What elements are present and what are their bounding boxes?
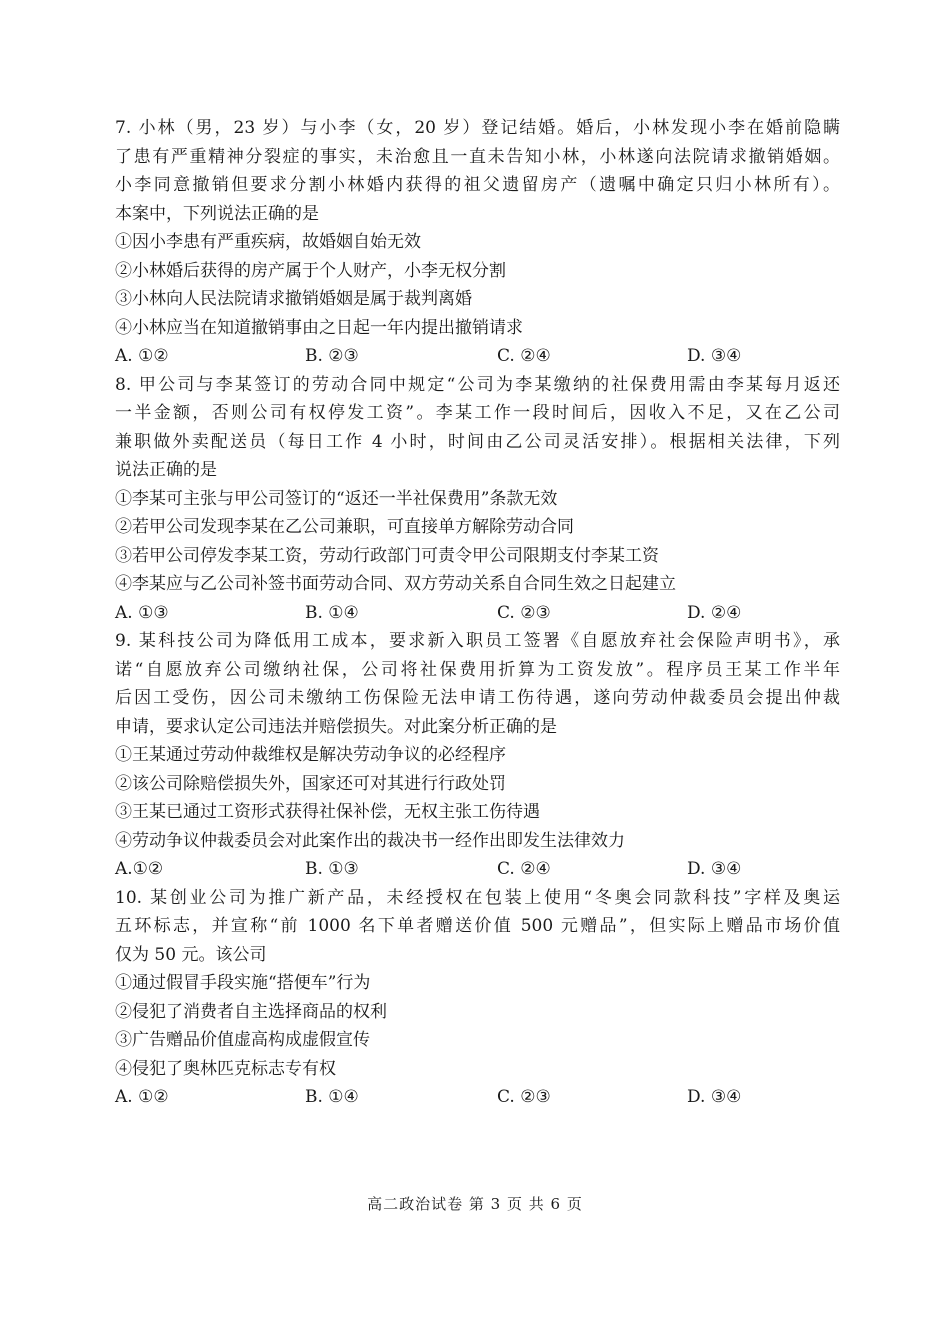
- answer-choice-d: D. ③④: [687, 1087, 742, 1107]
- answer-choice-c: C. ②③: [497, 602, 551, 623]
- answer-choices: [115, 599, 840, 628]
- question-stem-line: 7. 小林（男，23 岁）与小李（女，20 岁）登记结婚。婚后，小林发现小李在婚前隐瞒: [115, 118, 840, 138]
- answer-choice-a: A. ①②: [115, 1087, 169, 1107]
- answer-choices: [115, 855, 840, 884]
- answer-choice-a: A.①②: [115, 859, 164, 879]
- statement-option: ②该公司除赔偿损失外，国家还可对其进行行政处罚: [115, 773, 506, 794]
- question-stem-line: 9. 某科技公司为降低用工成本，要求新入职员工签署《自愿放弃社会保险声明书》，承: [115, 631, 840, 651]
- answer-choice-b: B. ①④: [305, 1087, 359, 1107]
- statement-option: ③小林向人民法院请求撤销婚姻是属于裁判离婚: [115, 289, 472, 309]
- page-footer: 高二政治试卷 第 3 页 共 6 页: [367, 1195, 583, 1213]
- answer-choices: [115, 1083, 840, 1112]
- question-stem-line: 申请，要求认定公司违法并赔偿损失。对此案分析正确的是: [115, 716, 557, 737]
- statement-option: ①李某可主张与甲公司签订的“返还一半社保费用”条款无效: [115, 488, 558, 509]
- statement-option: ①通过假冒手段实施“搭便车”行为: [115, 973, 371, 993]
- question-stem-line: 仅为 50 元。该公司: [115, 944, 267, 965]
- statement-option: ③广告赠品价值虚高构成虚假宣传: [115, 1030, 370, 1050]
- question-9: [115, 627, 840, 884]
- statement-option: ④侵犯了奥林匹克标志专有权: [115, 1058, 336, 1079]
- question-stem-line: 了患有严重精神分裂症的事实，未治愈且一直未告知小林，小林遂向法院请求撤销婚姻。: [115, 146, 840, 167]
- answer-choice-b: B. ②③: [305, 346, 359, 366]
- statement-option: ③若甲公司停发李某工资，劳动行政部门可责令甲公司限期支付李某工资: [115, 545, 659, 566]
- question-stem-line: 小李同意撤销但要求分割小林婚内获得的祖父遗留房产（遗嘱中确定只归小林所有）。: [115, 175, 840, 195]
- answer-choice-d: D. ②④: [687, 602, 742, 623]
- answer-choice-a: A. ①②: [115, 346, 169, 366]
- answer-choice-c: C. ②④: [497, 346, 551, 366]
- question-stem-line: 诺“自愿放弃公司缴纳社保，公司将社保费用折算为工资发放”。程序员王某工作半年: [115, 659, 840, 680]
- answer-choice-b: B. ①④: [305, 602, 359, 623]
- statement-option: ④劳动争议仲裁委员会对此案作出的裁决书一经作出即发生法律效力: [115, 830, 625, 851]
- question-10: [115, 884, 840, 1112]
- question-7: [115, 114, 840, 371]
- question-stem-line: 本案中，下列说法正确的是: [115, 203, 319, 224]
- question-stem-line: 10. 某创业公司为推广新产品，未经授权在包装上使用“冬奥会同款科技”字样及奥运: [115, 887, 840, 908]
- question-stem-line: 一半金额，否则公司有权停发工资”。李某工作一段时间后，因收入不足，又在乙公司: [115, 403, 840, 423]
- statement-option: ④李某应与乙公司补签书面劳动合同、双方劳动关系自合同生效之日起建立: [115, 574, 676, 594]
- statement-option: ②小林婚后获得的房产属于个人财产，小李无权分割: [115, 260, 506, 281]
- statement-option: ①因小李患有严重疾病，故婚姻自始无效: [115, 232, 421, 252]
- question-stem-line: 8. 甲公司与李某签订的劳动合同中规定“公司为李某缴纳的社保费用需由李某每月返还: [115, 374, 840, 395]
- answer-choice-d: D. ③④: [687, 859, 742, 879]
- answer-choice-c: C. ②④: [497, 859, 551, 879]
- answer-choice-a: A. ①③: [115, 602, 169, 623]
- answer-choice-c: C. ②③: [497, 1087, 551, 1107]
- answer-choices: [115, 342, 840, 371]
- question-stem-line: 五环标志，并宣称“前 1000 名下单者赠送价值 500 元赠品”，但实际上赠品市场价值: [115, 916, 840, 936]
- answer-choice-b: B. ①③: [305, 859, 359, 879]
- statement-option: ①王某通过劳动仲裁维权是解决劳动争议的必经程序: [115, 745, 506, 765]
- question-stem-line: 说法正确的是: [115, 460, 217, 480]
- question-list: [115, 114, 840, 1112]
- statement-option: ④小林应当在知道撤销事由之日起一年内提出撤销请求: [115, 317, 523, 338]
- statement-option: ②若甲公司发现李某在乙公司兼职，可直接单方解除劳动合同: [115, 517, 574, 537]
- question-8: [115, 371, 840, 628]
- statement-option: ③王某已通过工资形式获得社保补偿，无权主张工伤待遇: [115, 802, 540, 822]
- statement-option: ②侵犯了消费者自主选择商品的权利: [115, 1001, 387, 1022]
- question-stem-line: 兼职做外卖配送员（每日工作 4 小时，时间由乙公司灵活安排）。根据相关法律，下列: [115, 431, 840, 452]
- question-stem-line: 后因工受伤，因公司未缴纳工伤保险无法申请工伤待遇，遂向劳动仲裁委员会提出仲裁: [115, 688, 840, 708]
- answer-choice-d: D. ③④: [687, 346, 742, 366]
